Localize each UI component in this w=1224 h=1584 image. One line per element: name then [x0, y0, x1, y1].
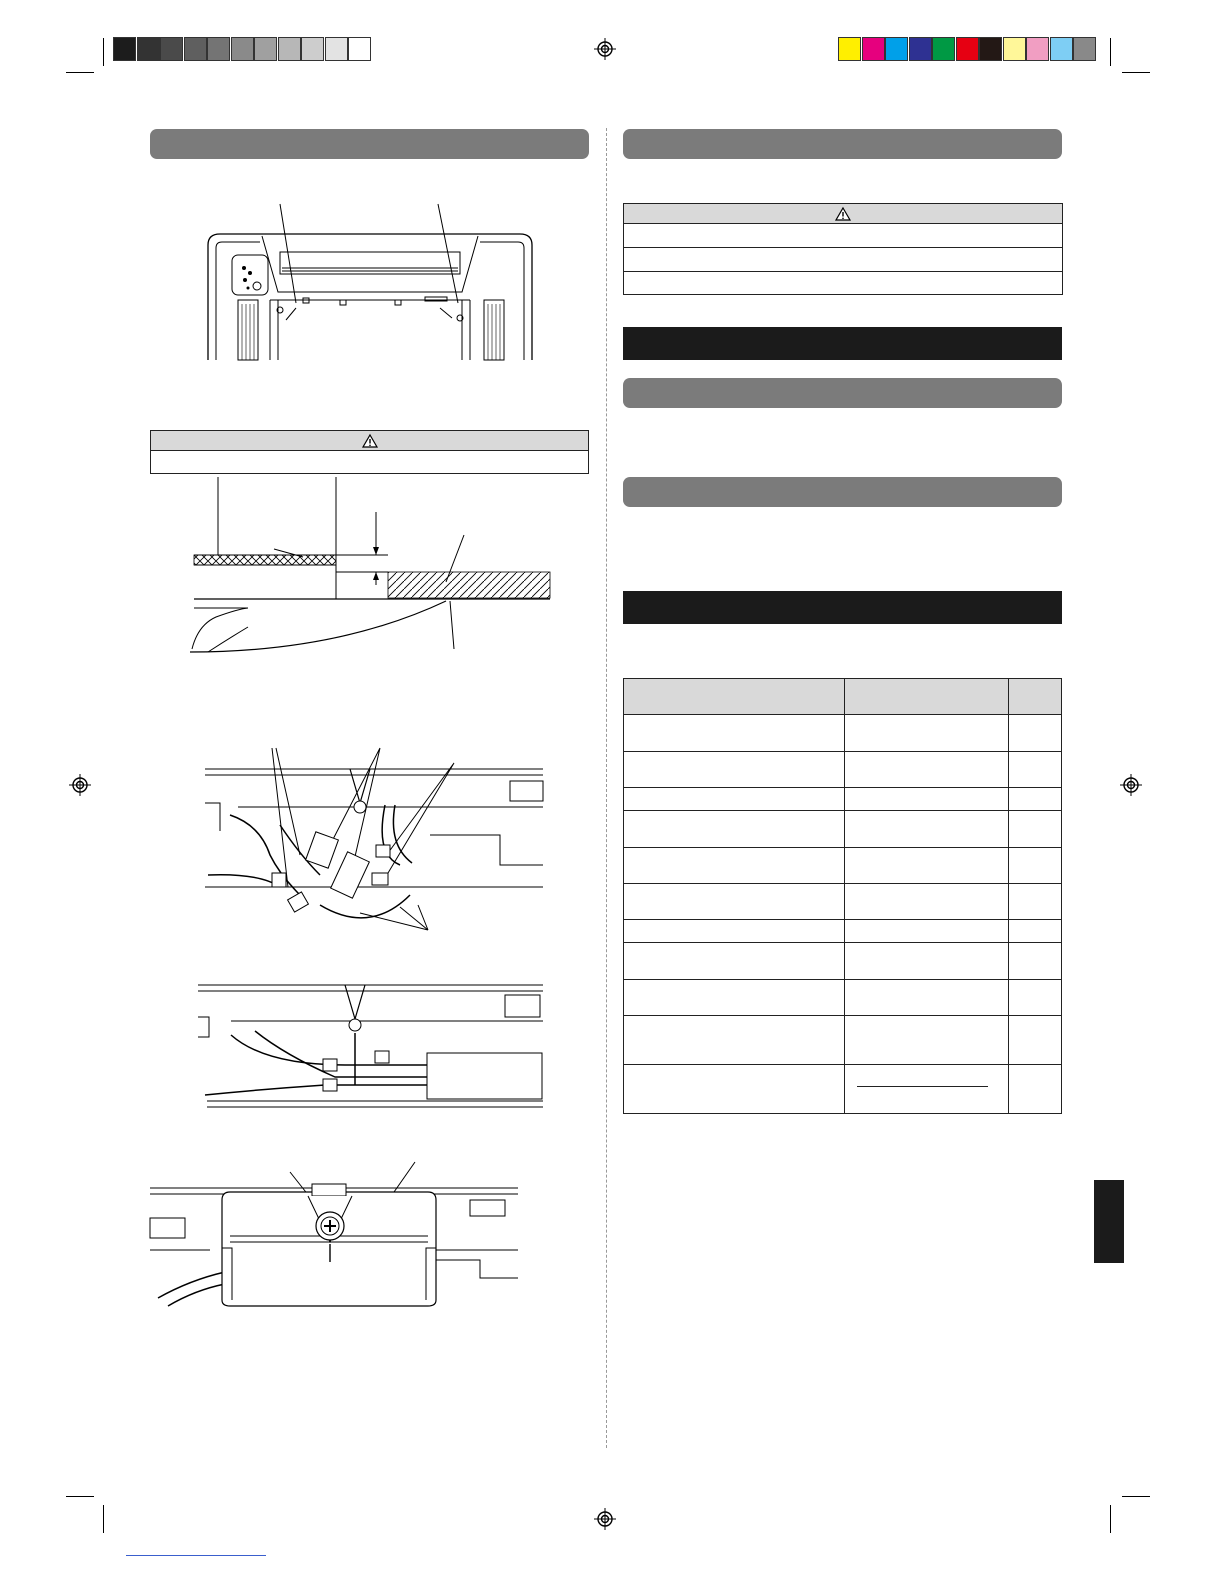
table-header-cell — [1009, 679, 1062, 715]
right-chapter-bar-2 — [623, 591, 1062, 624]
table-row — [624, 788, 1062, 811]
table-row — [624, 811, 1062, 848]
color-swatch — [885, 37, 908, 61]
wiring-arranged-figure — [195, 985, 545, 1110]
right-section-header-bar-3 — [623, 477, 1062, 507]
table-header-cell — [624, 679, 845, 715]
table-row — [624, 1065, 1062, 1114]
warning-row — [624, 248, 1062, 272]
table-header-row — [624, 679, 1062, 715]
table-row — [624, 920, 1062, 943]
left-section-header-bar — [150, 129, 589, 159]
table-row — [624, 715, 1062, 752]
footer-underline — [126, 1555, 266, 1556]
color-swatch — [1073, 37, 1096, 61]
gray-swatch — [254, 37, 277, 61]
registration-crosshair-icon — [69, 774, 91, 796]
connector-cover-figure — [150, 1160, 520, 1310]
crop-mark-top-left-v — [103, 38, 104, 66]
color-swatch — [1026, 37, 1049, 61]
registration-crosshair-icon — [594, 38, 616, 60]
gray-swatch — [137, 37, 160, 61]
warning-row — [624, 224, 1062, 248]
table-header-cell — [845, 679, 1009, 715]
gray-swatch — [348, 37, 371, 61]
crop-mark-bottom-left-v — [103, 1505, 104, 1533]
warning-header — [151, 431, 588, 451]
gray-swatch — [113, 37, 136, 61]
gray-swatch — [301, 37, 324, 61]
crop-mark-top-left-h — [66, 72, 94, 73]
color-swatch — [932, 37, 955, 61]
table-row — [624, 980, 1062, 1016]
registration-crosshair-icon — [594, 1508, 616, 1530]
crop-mark-bottom-right-v — [1110, 1505, 1111, 1533]
color-swatch — [1003, 37, 1026, 61]
gray-swatch — [184, 37, 207, 61]
column-divider — [606, 128, 607, 1448]
wiring-connectors-figure — [200, 745, 545, 940]
right-section-header-bar-2 — [623, 378, 1062, 408]
warning-triangle-icon — [362, 434, 378, 448]
color-swatch — [838, 37, 861, 61]
right-section-header-bar-1 — [623, 129, 1062, 159]
left-warning-box — [150, 430, 589, 474]
table-row — [624, 848, 1062, 884]
color-swatch — [956, 37, 979, 61]
spec-table — [623, 678, 1062, 1114]
crop-mark-bottom-right-h — [1122, 1496, 1150, 1497]
gray-swatch — [278, 37, 301, 61]
panel-corner-figure — [200, 200, 540, 365]
table-row — [624, 1016, 1062, 1065]
registration-crosshair-icon — [1120, 774, 1142, 796]
warning-row — [624, 272, 1062, 295]
table-row — [624, 752, 1062, 788]
signature-line — [857, 1086, 988, 1087]
color-swatch — [979, 37, 1002, 61]
right-warning-box — [623, 203, 1063, 295]
language-side-tab — [1094, 1180, 1124, 1263]
gray-swatch — [160, 37, 183, 61]
warning-row — [151, 451, 588, 474]
gray-swatch — [325, 37, 348, 61]
crop-mark-top-right-v — [1110, 38, 1111, 66]
ceiling-gap-figure — [188, 477, 558, 657]
gray-swatch — [231, 37, 254, 61]
right-chapter-bar-1 — [623, 327, 1062, 360]
color-swatch — [862, 37, 885, 61]
warning-header — [624, 204, 1062, 224]
crop-mark-bottom-left-h — [66, 1496, 94, 1497]
table-row — [624, 884, 1062, 920]
gray-swatch — [207, 37, 230, 61]
color-swatch — [909, 37, 932, 61]
crop-mark-top-right-h — [1122, 72, 1150, 73]
table-row — [624, 943, 1062, 980]
color-swatch — [1050, 37, 1073, 61]
warning-triangle-icon — [835, 207, 851, 221]
